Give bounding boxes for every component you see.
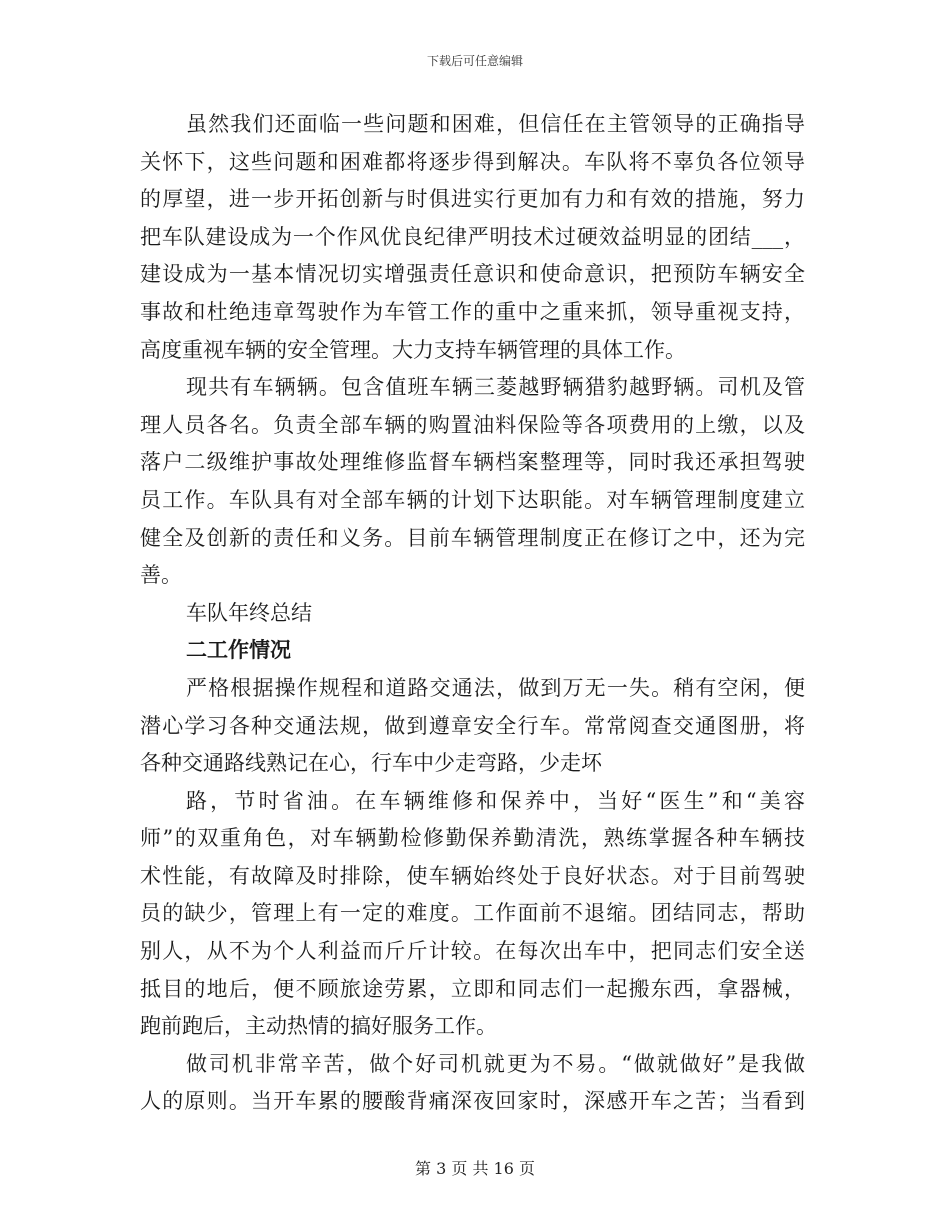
text-line: 员的缺少，管理上有一定的难度。工作面前不退缩。团结同志，帮助 xyxy=(140,901,805,926)
text-line: 各种交通路线熟记在心，行车中少走弯路，少走坏 xyxy=(140,751,602,776)
text-line: 落户二级维护事故处理维修监督车辆档案整理等，同时我还承担驾驶 xyxy=(140,450,805,475)
section-label: 车队年终总结 xyxy=(186,600,312,625)
text-line: 做司机非常辛苦，做个好司机就更为不易。“做就做好”是我做 xyxy=(186,1051,805,1076)
text-line: 现共有车辆辆。包含值班车辆三菱越野辆猎豹越野辆。司机及管 xyxy=(186,375,805,400)
text-line: 健全及创新的责任和义务。目前车辆管理制度正在修订之中，还为完 xyxy=(140,525,805,550)
document-body xyxy=(140,106,805,1121)
page-footer: 第 3 页 共 16 页 xyxy=(415,1159,535,1178)
text-line: 抵目的地后，便不顾旅途劳累，立即和同志们一起搬东西，拿器械， xyxy=(140,976,805,1001)
text-line: 潜心学习各种交通法规，做到遵章安全行车。常常阅查交通图册，将 xyxy=(140,713,805,738)
text-line: 虽然我们还面临一些问题和困难，但信任在主管领导的正确指导 xyxy=(186,112,805,136)
text-line: 把车队建设成为一个作风优良纪律严明技术过硬效益明显的团结___， xyxy=(140,224,805,249)
text-line: 别人，从不为个人利益而斤斤计较。在每次出车中，把同志们安全送 xyxy=(140,939,805,964)
text-line: 人的原则。当开车累的腰酸背痛深夜回家时，深感开车之苦；当看到 xyxy=(140,1089,805,1114)
text-line: 员工作。车队具有对全部车辆的计划下达职能。对车辆管理制度建立 xyxy=(140,487,805,512)
text-line: 的厚望，进一步开拓创新与时俱进实行更加有力和有效的措施，努力 xyxy=(140,187,805,212)
text-line: 善。 xyxy=(140,563,182,588)
text-line: 术性能，有故障及时排除，使车辆始终处于良好状态。对于目前驾驶 xyxy=(140,863,805,888)
text-line: 路，节时省油。在车辆维修和保养中，当好“医生”和“美容 xyxy=(186,788,805,813)
text-line: 高度重视车辆的安全管理。大力支持车辆管理的具体工作。 xyxy=(140,337,686,362)
text-line: 理人员各名。负责全部车辆的购置油料保险等各项费用的上缴，以及 xyxy=(140,412,805,437)
text-line: 严格根据操作规程和道路交通法，做到万无一失。稍有空闲，便 xyxy=(186,675,805,700)
text-line: 建设成为一基本情况切实增强责任意识和使命意识，把预防车辆安全 xyxy=(140,262,805,287)
text-line: 跑前跑后，主动热情的搞好服务工作。 xyxy=(140,1014,497,1039)
page-header: 下载后可任意编辑 xyxy=(426,54,523,68)
text-line: 关怀下，这些问题和困难都将逐步得到解决。车队将不辜负各位领导 xyxy=(140,149,805,174)
text-line: 事故和杜绝违章驾驶作为车管工作的重中之重来抓，领导重视支持， xyxy=(140,299,805,324)
text-line: 师”的双重角色，对车辆勤检修勤保养勤清洗，熟练掌握各种车辆技 xyxy=(140,826,805,851)
section-heading: 二工作情况 xyxy=(186,638,291,663)
